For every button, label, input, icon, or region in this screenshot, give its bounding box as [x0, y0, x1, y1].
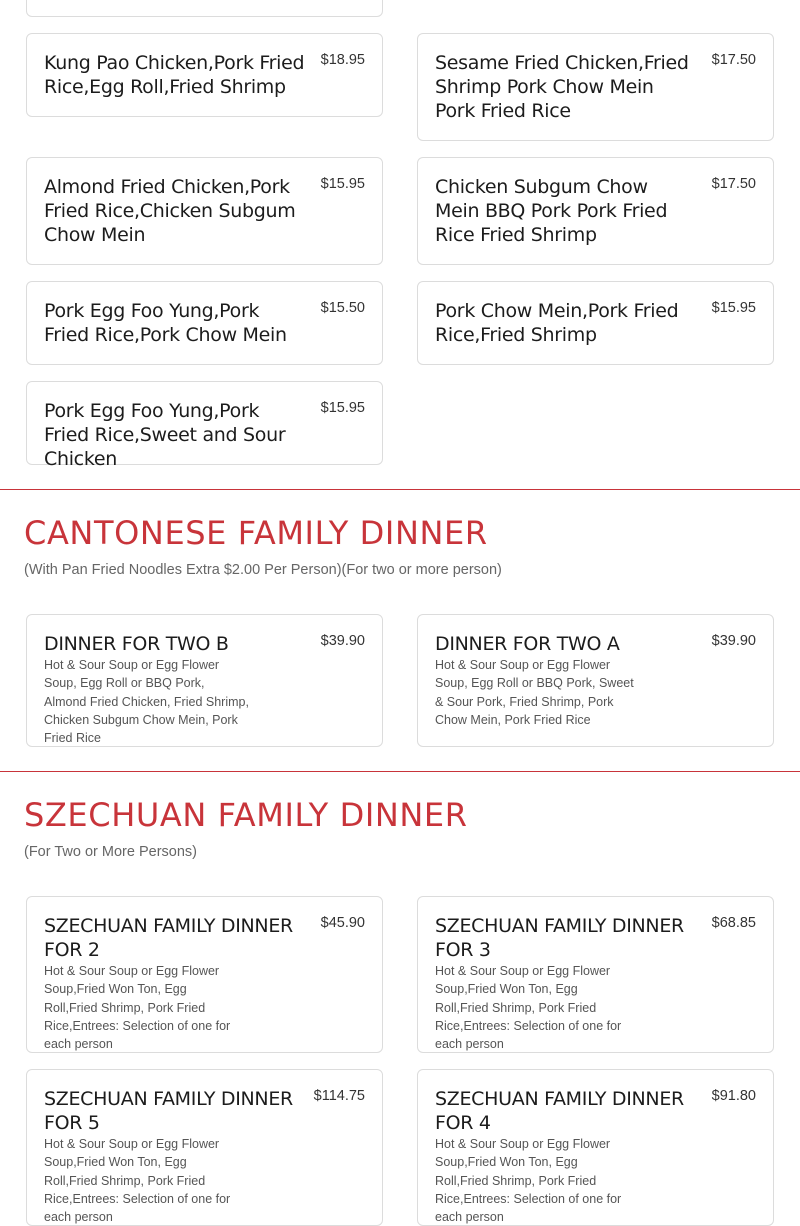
- menu-item-card[interactable]: [417, 1069, 774, 1226]
- menu-item-card[interactable]: [417, 614, 774, 747]
- menu-item-card[interactable]: [26, 281, 383, 365]
- menu-item-card[interactable]: [417, 281, 774, 365]
- section-subtitle: (For Two or More Persons): [24, 844, 197, 860]
- menu-item-name: SZECHUAN FAMILY DINNER FOR 2: [44, 915, 293, 961]
- menu-item-price: $91.80: [711, 1088, 756, 1104]
- menu-item-name: Pork Chow Mein,Pork Fried Rice,Fried Shrimp: [435, 300, 679, 346]
- menu-item-price: $68.85: [711, 915, 756, 931]
- menu-item-card[interactable]: [26, 614, 383, 747]
- menu-item-name: Chicken Subgum Chow Mein BBQ Pork Pork Fried Rice Fried Shrimp: [435, 176, 668, 246]
- section-title: SZECHUAN FAMILY DINNER: [24, 796, 468, 834]
- menu-item-card[interactable]: [417, 896, 774, 1053]
- menu-item-description: Hot & Sour Soup or Egg Flower Soup, Egg Roll or BBQ Pork, Sweet & Sour Pork, Fried Shrimp, Pork Chow Mein, Pork Fried Rice: [435, 658, 634, 727]
- menu-item-description: Hot & Sour Soup or Egg Flower Soup, Egg Roll or BBQ Pork, Almond Fried Chicken, Fried Shrimp, Chicken Subgum Chow Mein, Pork Fried Rice: [44, 658, 249, 746]
- menu-item-description: Hot & Sour Soup or Egg Flower Soup,Fried Won Ton, Egg Roll,Fried Shrimp, Pork Fried Rice,Entrees: Selection of one for each person: [435, 1137, 622, 1225]
- menu-item-description: Hot & Sour Soup or Egg Flower Soup,Fried Won Ton, Egg Roll,Fried Shrimp, Pork Fried Rice,Entrees: Selection of one for each person: [44, 964, 231, 1052]
- menu-item-name: Pork Egg Foo Yung,Pork Fried Rice,Sweet and Sour Chicken: [44, 400, 286, 470]
- menu-item-card[interactable]: [26, 1069, 383, 1226]
- section-divider: [0, 771, 800, 772]
- menu-item-price: $15.50: [320, 300, 365, 316]
- menu-item-card-partial[interactable]: [26, 0, 383, 17]
- menu-item-name: SZECHUAN FAMILY DINNER FOR 3: [435, 915, 684, 961]
- menu-item-name: Kung Pao Chicken,Pork Fried Rice,Egg Roll,Fried Shrimp: [44, 52, 305, 98]
- menu-item-price: $17.50: [711, 176, 756, 192]
- section-title: CANTONESE FAMILY DINNER: [24, 514, 488, 552]
- section-divider: [0, 489, 800, 490]
- menu-item-price: $114.75: [313, 1088, 365, 1104]
- menu-item-price: $39.90: [320, 633, 365, 649]
- menu-item-description: Hot & Sour Soup or Egg Flower Soup,Fried Won Ton, Egg Roll,Fried Shrimp, Pork Fried Rice,Entrees: Selection of one for each person: [435, 964, 622, 1052]
- menu-item-price: $15.95: [320, 400, 365, 416]
- menu-item-card[interactable]: [417, 157, 774, 265]
- menu-item-name: Sesame Fried Chicken,Fried Shrimp Pork Chow Mein Pork Fried Rice: [435, 52, 689, 122]
- menu-item-price: $15.95: [320, 176, 365, 192]
- section-subtitle: (With Pan Fried Noodles Extra $2.00 Per Person)(For two or more person): [24, 562, 502, 578]
- menu-item-card[interactable]: [26, 157, 383, 265]
- menu-item-name: SZECHUAN FAMILY DINNER FOR 4: [435, 1088, 684, 1134]
- menu-item-price: $15.95: [711, 300, 756, 316]
- menu-item-card[interactable]: [26, 896, 383, 1053]
- menu-item-card[interactable]: [417, 33, 774, 141]
- menu-item-name: SZECHUAN FAMILY DINNER FOR 5: [44, 1088, 293, 1134]
- menu-item-name: Pork Egg Foo Yung,Pork Fried Rice,Pork Chow Mein: [44, 300, 287, 346]
- menu-item-price: $17.50: [711, 52, 756, 68]
- menu-item-price: $39.90: [711, 633, 756, 649]
- menu-item-name: DINNER FOR TWO B: [44, 633, 229, 655]
- menu-item-card[interactable]: [26, 381, 383, 470]
- menu-item-description: Hot & Sour Soup or Egg Flower Soup,Fried Won Ton, Egg Roll,Fried Shrimp, Pork Fried Rice,Entrees: Selection of one for each person: [44, 1137, 231, 1225]
- menu-item-name: DINNER FOR TWO A: [435, 633, 620, 655]
- menu-item-card[interactable]: [26, 33, 383, 117]
- menu-item-price: $45.90: [320, 915, 365, 931]
- menu-item-price: $18.95: [320, 52, 365, 68]
- menu-item-name: Almond Fried Chicken,Pork Fried Rice,Chicken Subgum Chow Mein: [44, 176, 296, 246]
